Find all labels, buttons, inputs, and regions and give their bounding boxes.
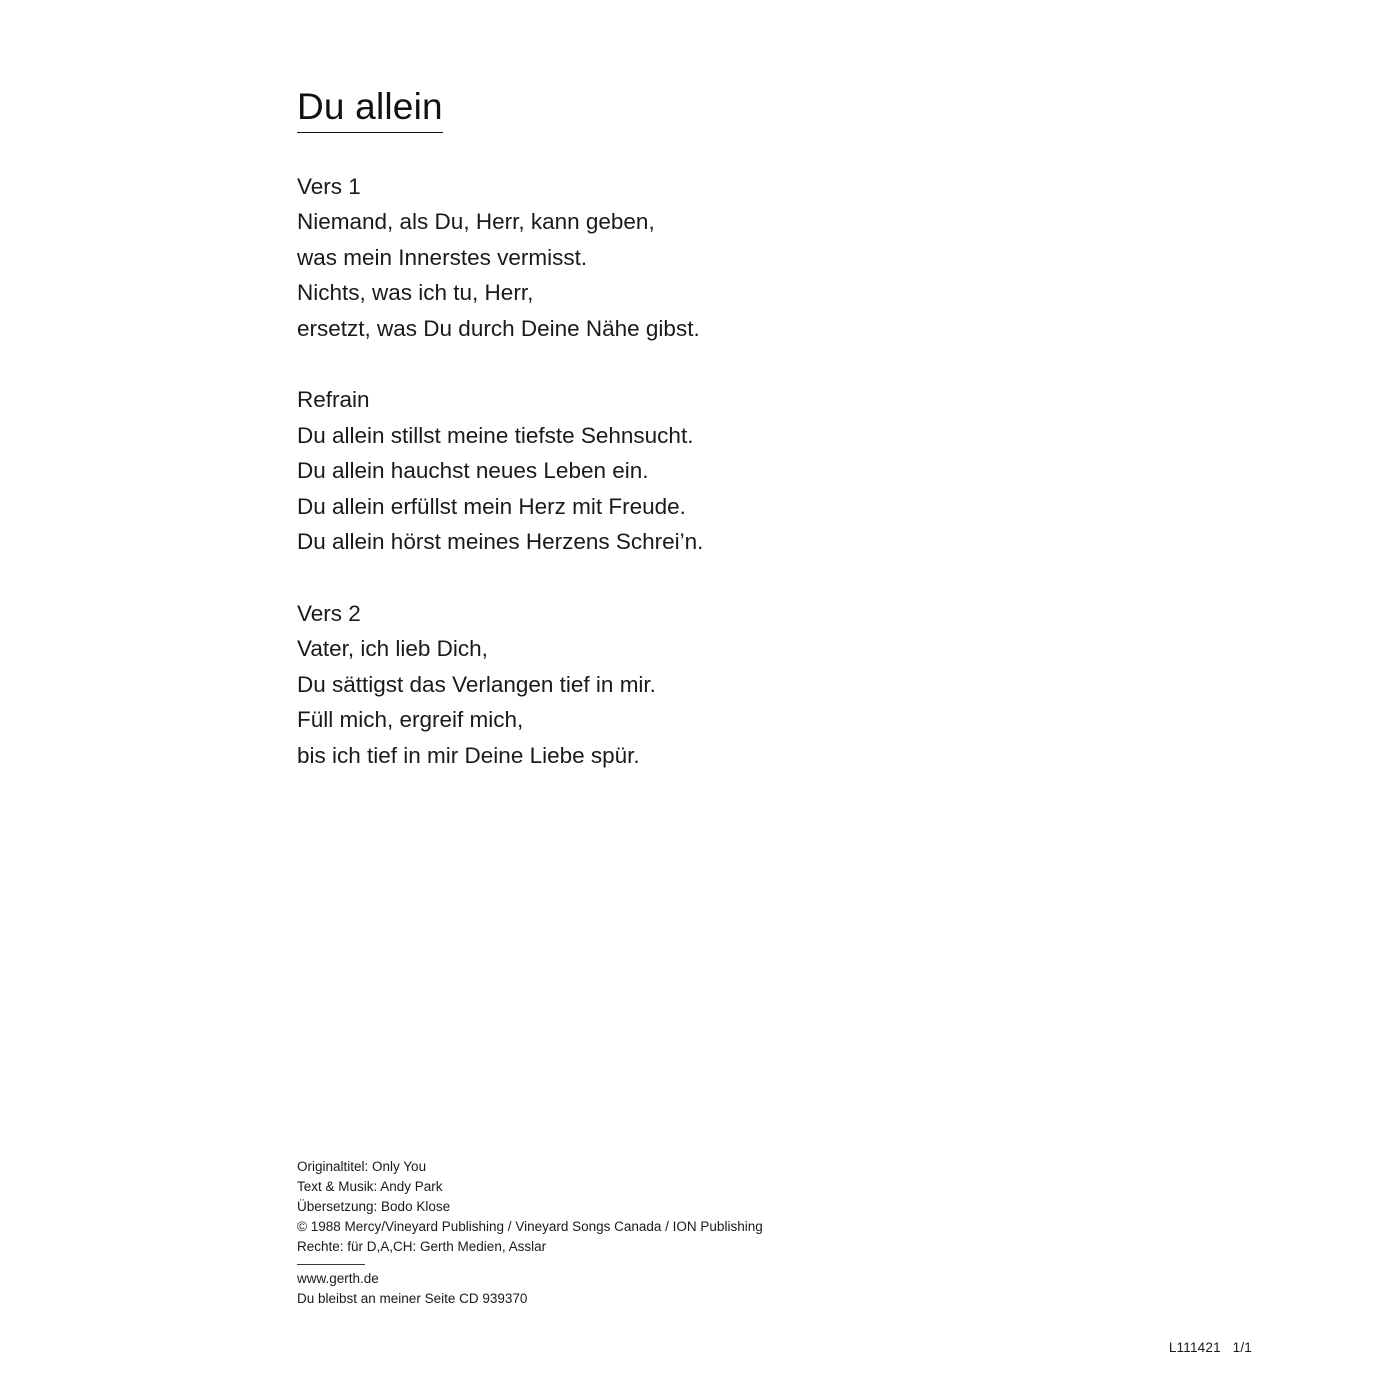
lyric-line: ersetzt, was Du durch Deine Nähe gibst.: [297, 315, 700, 341]
credit-line-website: www.gerth.de: [297, 1271, 379, 1286]
section-label: Vers 1: [297, 173, 361, 199]
credits-block: [297, 1157, 997, 1309]
credit-line-album: Du bleibst an meiner Seite CD 939370: [297, 1291, 528, 1306]
lyric-line: Füll mich, ergreif mich,: [297, 707, 524, 733]
section-label: Vers 2: [297, 600, 361, 626]
lyric-line: Vater, ich lieb Dich,: [297, 636, 488, 662]
lyric-line: was mein Innerstes vermisst.: [297, 244, 588, 270]
lyric-line: Du allein hauchst neues Leben ein.: [297, 458, 649, 484]
lyric-line: Du allein erfüllst mein Herz mit Freude.: [297, 493, 686, 519]
lyric-line: Nichts, was ich tu, Herr,: [297, 280, 534, 306]
section-vers-2: [297, 596, 1117, 774]
credit-line-translation: Übersetzung: Bodo Klose: [297, 1199, 451, 1214]
lyric-line: bis ich tief in mir Deine Liebe spür.: [297, 742, 640, 768]
footer-page-code: L111421 1/1: [1168, 1340, 1252, 1355]
section-label: Refrain: [297, 387, 370, 413]
lyric-line: Niemand, als Du, Herr, kann geben,: [297, 209, 655, 235]
section-vers-1: [297, 169, 1117, 347]
page-title: Du allein: [297, 86, 443, 133]
lyric-line: Du sättigst das Verlangen tief in mir.: [297, 671, 656, 697]
credit-line-author: Text & Musik: Andy Park: [297, 1179, 443, 1194]
lyric-line: Du allein stillst meine tiefste Sehnsucht.: [297, 422, 694, 448]
credit-line-original-title: Originaltitel: Only You: [297, 1159, 427, 1174]
credit-line-copyright: © 1988 Mercy/Vineyard Publishing / Vineyard Songs Canada / ION Publishing: [297, 1219, 763, 1234]
song-content: [297, 86, 1117, 773]
lyric-line: Du allein hörst meines Herzens Schrei’n.: [297, 529, 704, 555]
divider: [297, 1264, 365, 1265]
section-refrain: [297, 382, 1117, 560]
credit-line-rights: Rechte: für D,A,CH: Gerth Medien, Asslar: [297, 1239, 547, 1254]
